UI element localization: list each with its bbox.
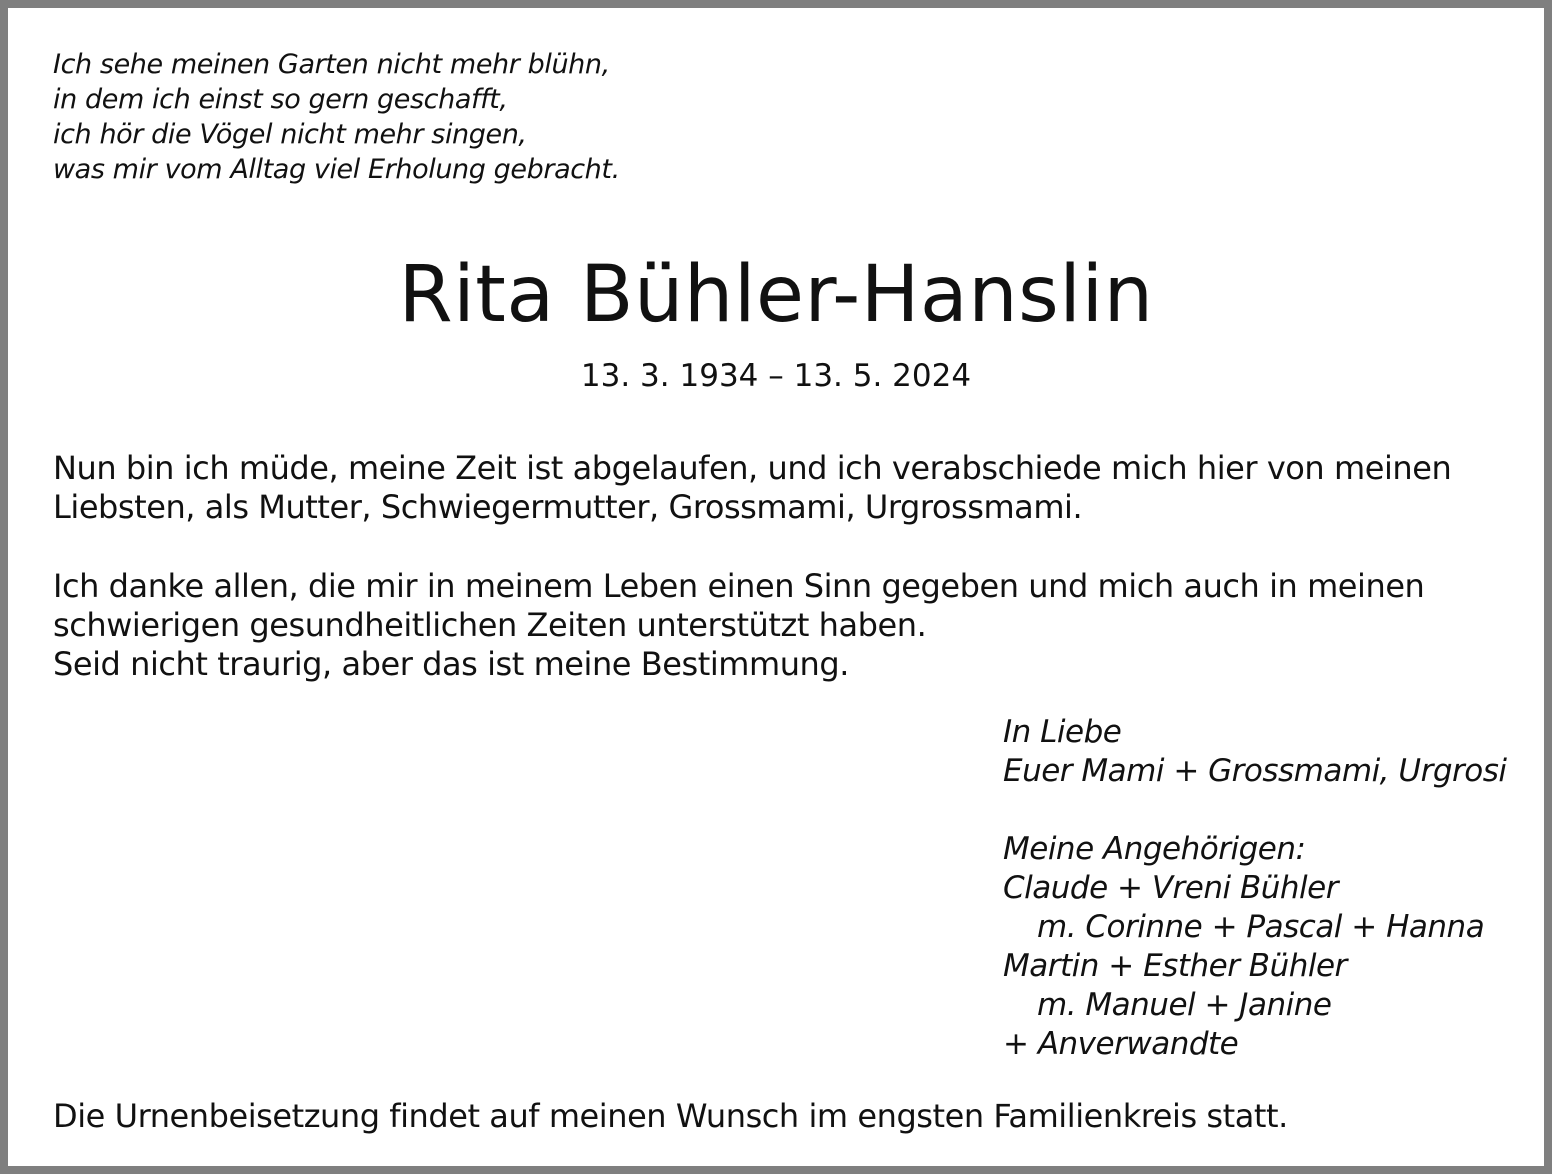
obituary-notice [8,8,1544,1166]
spacer [1003,791,1506,830]
paragraph-line: Ich danke allen, die mir in meinem Leben einen Sinn gegeben und mich auch in meinen [53,567,1425,605]
burial-note: Die Urnenbeisetzung findet auf meinen Wunsch im engsten Familienkreis statt. [53,1097,1288,1135]
relative-line: m. Corinne + Pascal + Hanna [1037,909,1485,945]
signature-greeting: In Liebe [1003,714,1122,750]
relative-line: Claude + Vreni Bühler [1003,870,1338,906]
paragraph-line: schwierigen gesundheitlichen Zeiten unterstützt haben. [53,606,927,644]
farewell-paragraph [53,449,1451,527]
signature-from: Euer Mami + Grossmami, Urgrosi [1003,753,1507,789]
relative-line: + Anverwandte [1003,1026,1239,1062]
poem [53,47,620,187]
relative-line: m. Manuel + Janine [1037,987,1332,1023]
poem-line: was mir vom Alltag viel Erholung gebracht. [53,154,620,185]
thanks-paragraph [53,567,1424,684]
paragraph-line: Seid nicht traurig, aber das ist meine Bestimmung. [53,645,849,683]
signature-block [1003,713,1506,1064]
paragraph-line: Nun bin ich müde, meine Zeit ist abgelaufen, und ich verabschiede mich hier von meinen [53,449,1452,487]
life-dates: 13. 3. 1934 – 13. 5. 2024 [580,358,972,394]
relative-line: Martin + Esther Bühler [1003,948,1347,984]
poem-line: in dem ich einst so gern geschafft, [53,84,508,115]
deceased-name: Rita Bühler-Hanslin [398,250,1154,340]
poem-line: Ich sehe meinen Garten nicht mehr blühn, [53,49,610,80]
poem-line: ich hör die Vögel nicht mehr singen, [53,119,527,150]
paragraph-line: Liebsten, als Mutter, Schwiegermutter, Grossmami, Urgrossmami. [53,488,1083,526]
relatives-heading: Meine Angehörigen: [1003,831,1306,867]
